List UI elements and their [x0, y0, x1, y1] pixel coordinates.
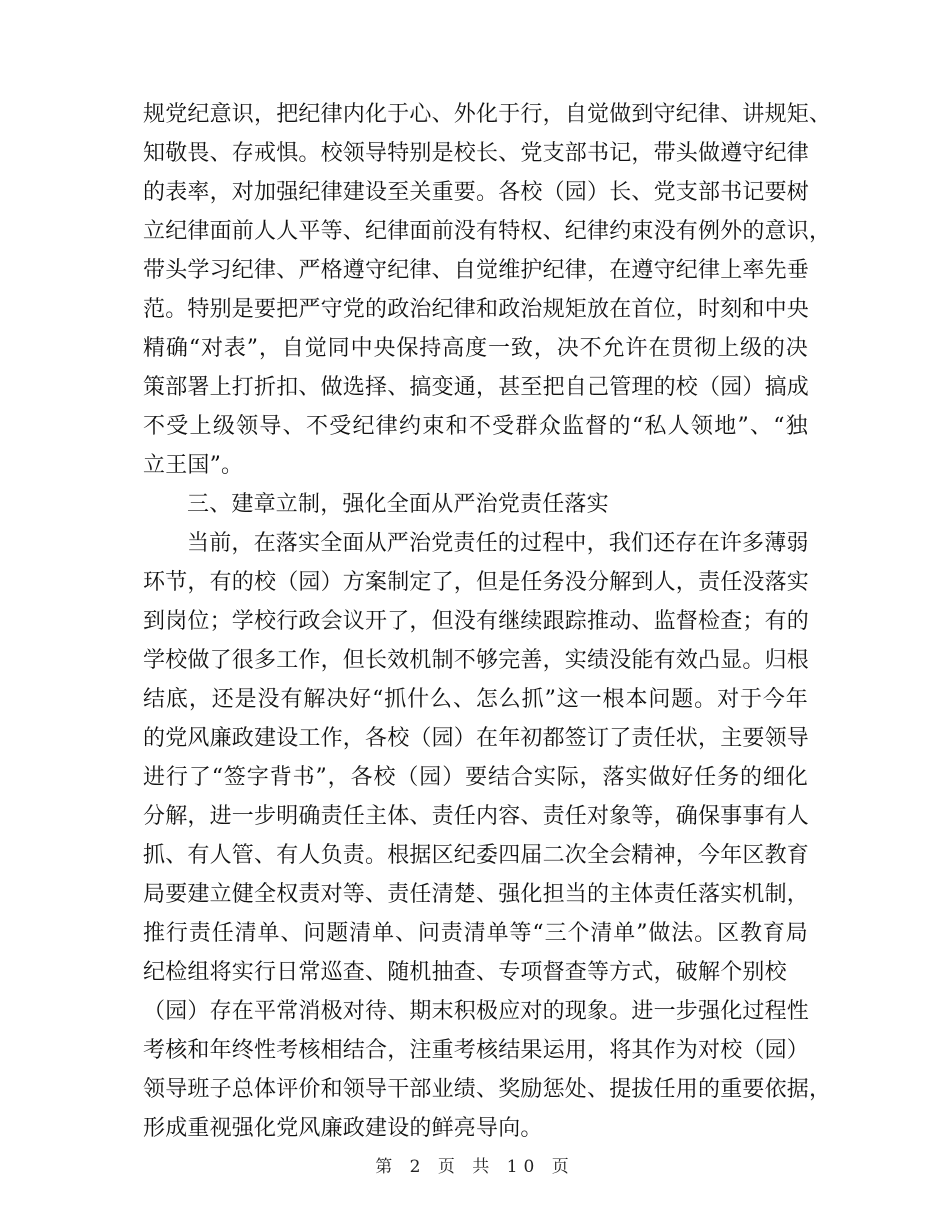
text-line: 的表率，对加强纪律建设至关重要。各校（园）长、党支部书记要树	[143, 180, 810, 205]
text-line: 立纪律面前人人平等、纪律面前没有特权、纪律约束没有例外的意识，	[143, 219, 832, 244]
text-line: 纪检组将实行日常巡查、随机抽查、专项督查等方式，破解个别校	[143, 960, 787, 985]
text-line: 局要建立健全权责对等、责任清楚、强化担当的主体责任落实机制，	[143, 882, 810, 907]
text-line: 不受上级领导、不受纪律约束和不受群众监督的“私人领地”、“独	[143, 414, 808, 439]
text-line: 带头学习纪律、严格遵守纪律、自觉维护纪律，在遵守纪律上率先垂	[143, 258, 810, 283]
text-line: 范。特别是要把严守党的政治纪律和政治规矩放在首位，时刻和中央	[143, 297, 810, 322]
text-line: 到岗位；学校行政会议开了，但没有继续跟踪推动、监督检查；有的	[143, 609, 810, 634]
text-line: 精确“对表”，自觉同中央保持高度一致，决不允许在贯彻上级的决	[143, 336, 808, 361]
text-line: 立王国”。	[143, 453, 244, 478]
section-heading: 三、建章立制，强化全面从严治党责任落实	[187, 492, 609, 517]
text-line: 规党纪意识，把纪律内化于心、外化于行，自觉做到守纪律、讲规矩、	[143, 102, 832, 127]
text-line: 推行责任清单、问题清单、问责清单等“三个清单”做法。区教育局	[143, 921, 808, 946]
text-line: 结底，还是没有解决好“抓什么、怎么抓”这一根本问题。对于今年	[143, 687, 808, 712]
text-line: 策部署上打折扣、做选择、搞变通，甚至把自己管理的校（园）搞成	[143, 375, 810, 400]
text-line: 的党风廉政建设工作，各校（园）在年初都签订了责任状，主要领导	[143, 726, 810, 751]
text-line: 分解，进一步明确责任主体、责任内容、责任对象等，确保事事有人	[143, 804, 810, 829]
text-line: 环节，有的校（园）方案制定了，但是任务没分解到人，责任没落实	[143, 570, 810, 595]
text-line: 领导班子总体评价和领导干部业绩、奖励惩处、提拔任用的重要依据，	[143, 1077, 832, 1102]
paragraph-first-line: 当前，在落实全面从严治党责任的过程中，我们还存在许多薄弱	[187, 531, 809, 556]
text-line: 抓、有人管、有人负责。根据区纪委四届二次全会精神，今年区教育	[143, 843, 810, 868]
text-line: 知敬畏、存戒惧。校领导特别是校长、党支部书记，带头做遵守纪律	[143, 141, 810, 166]
text-line: 考核和年终性考核相结合，注重考核结果运用，将其作为对校（园）	[143, 1038, 810, 1063]
page-number-footer: 第 2 页 共 10 页	[375, 1157, 575, 1177]
text-line: 进行了“签字背书”，各校（园）要结合实际，落实做好任务的细化	[143, 765, 808, 790]
document-body	[143, 95, 832, 1148]
text-line: 学校做了很多工作，但长效机制不够完善，实绩没能有效凸显。归根	[143, 648, 810, 673]
text-line: （园）存在平常消极对待、期末积极应对的现象。进一步强化过程性	[143, 999, 810, 1024]
text-line: 形成重视强化党风廉政建设的鲜亮导向。	[143, 1116, 543, 1141]
